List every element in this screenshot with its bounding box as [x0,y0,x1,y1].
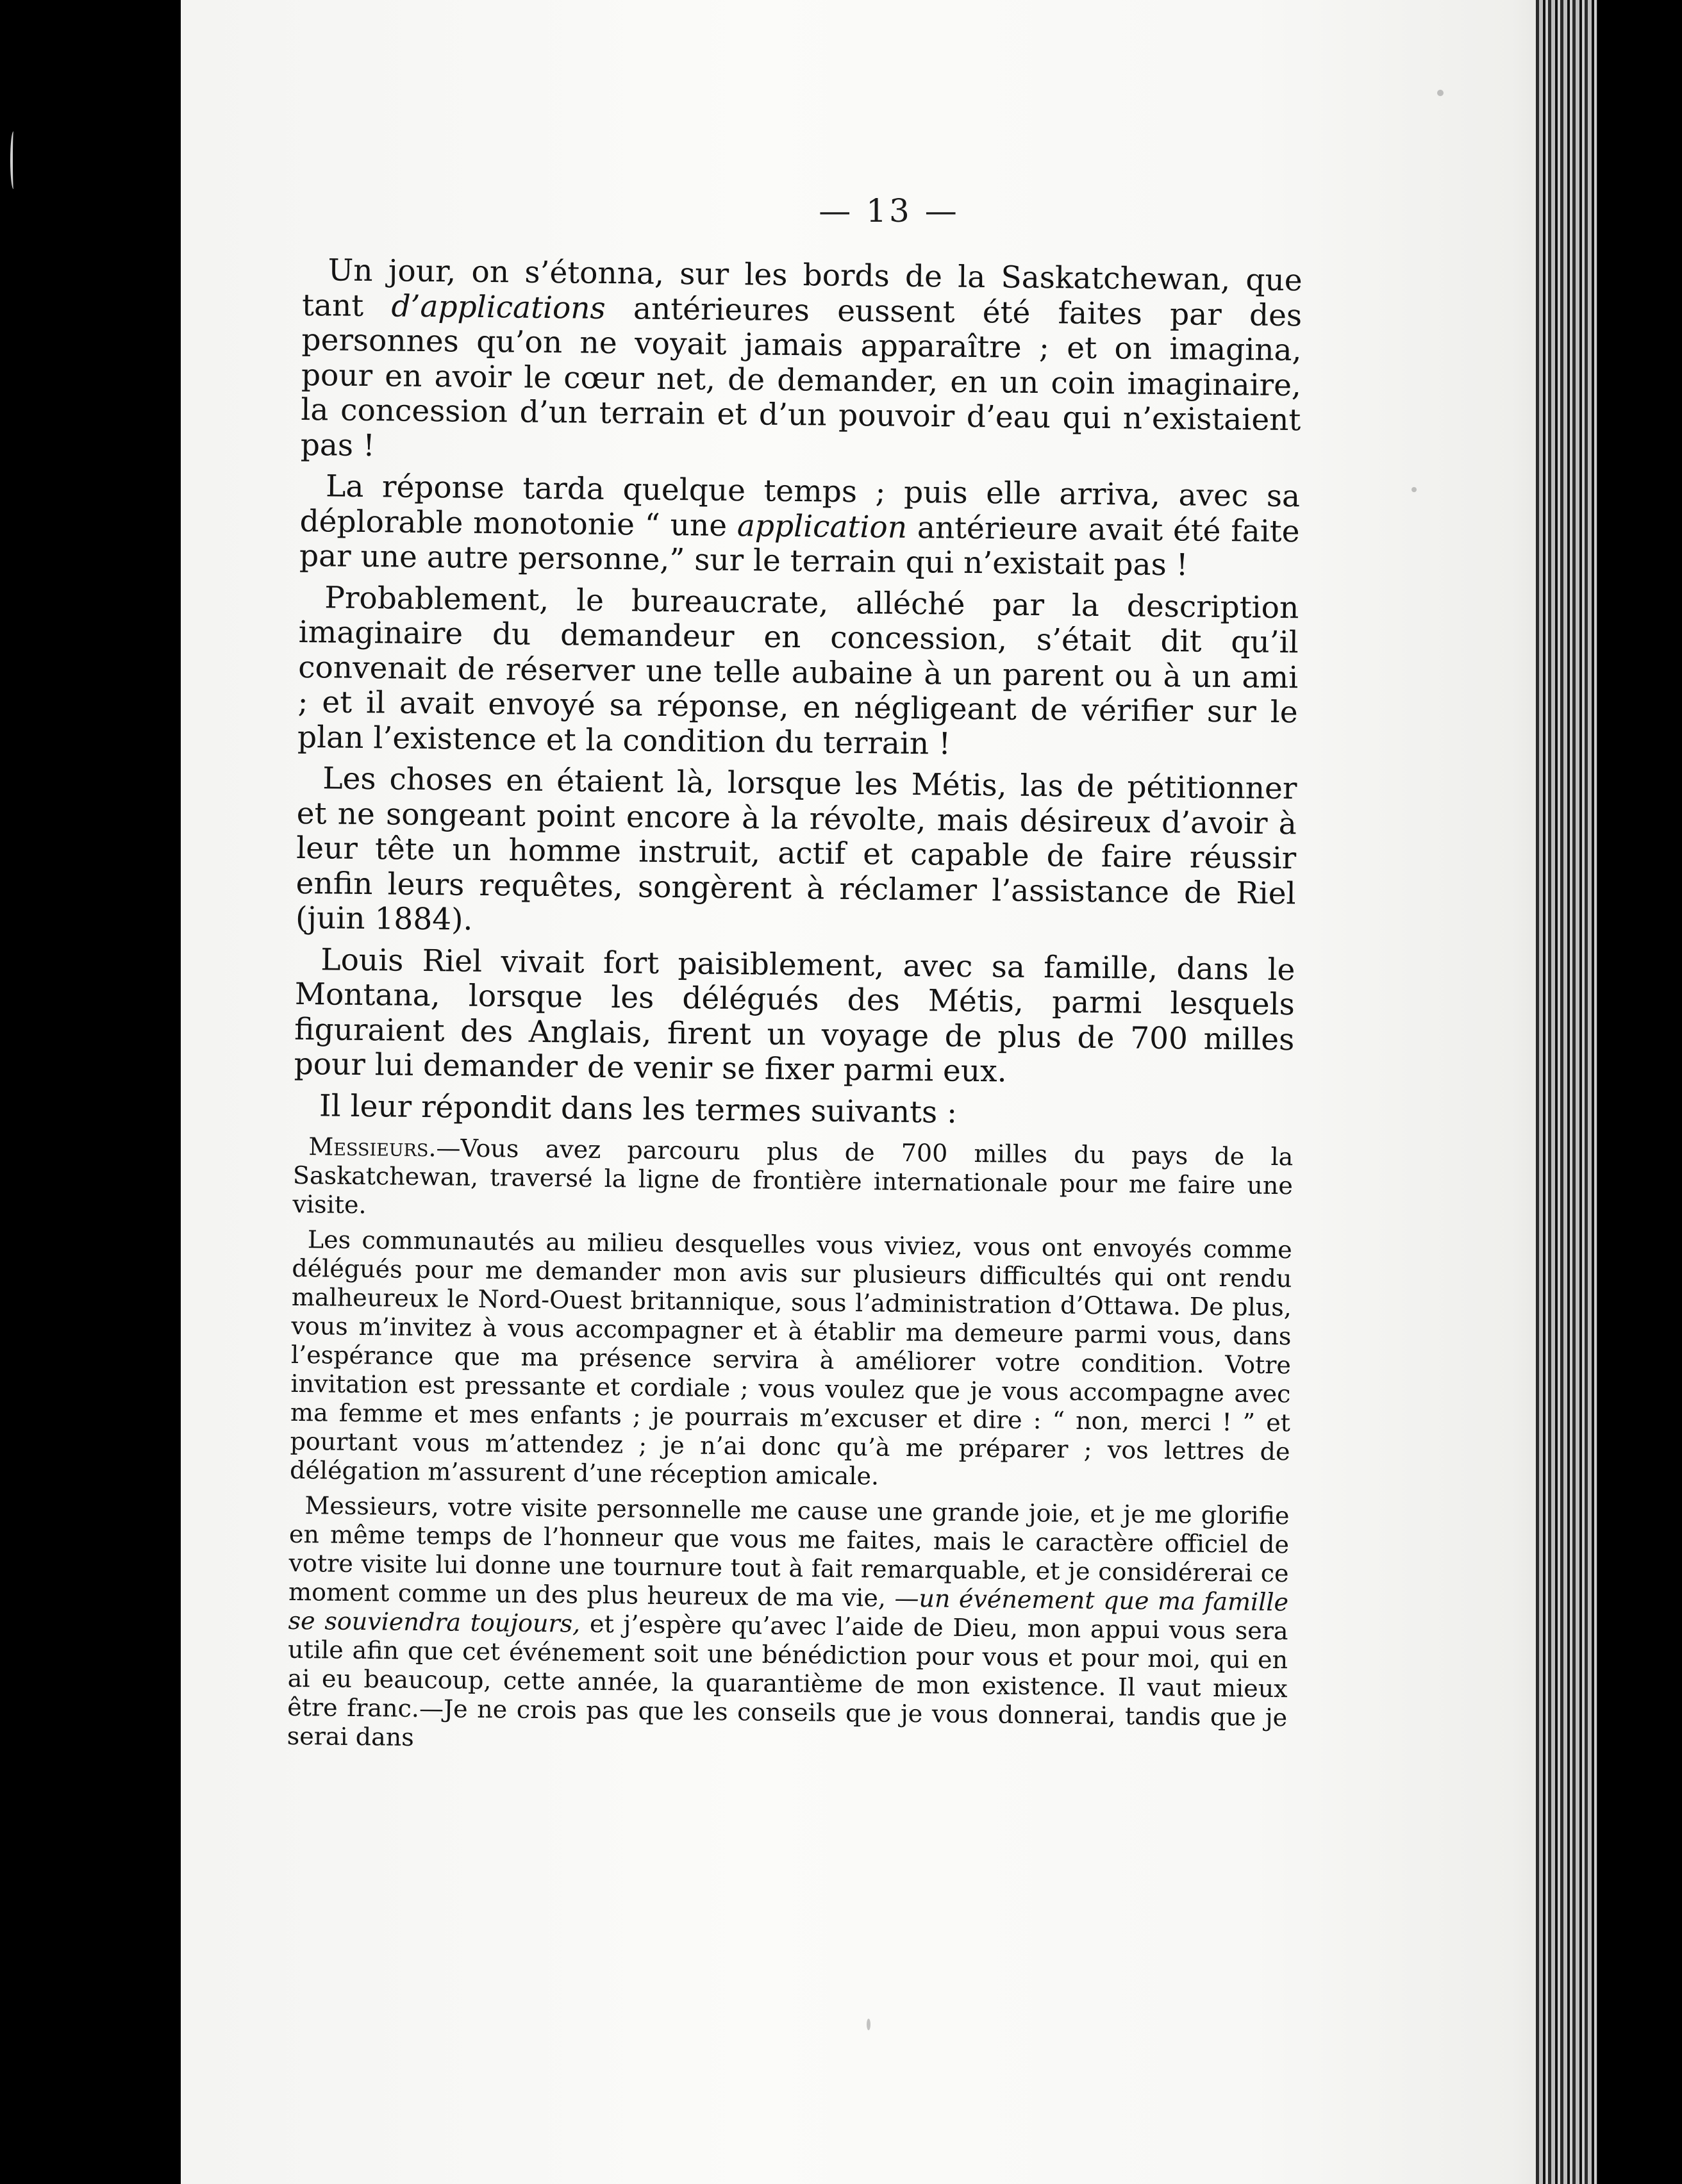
text-run: et j’espère qu’avec l’aide de Dieu, mon appui vous sera utile afin que cet événement soit une bénédiction pour vous et pour moi, qui en ai eu beaucoup, cette année, la quarantième de mon existence. Il vaut mieux être franc.—Je ne crois pas que les conseils que je vous donnerai, tandis que je serai dans [287,1609,1288,1751]
speck [867,2019,870,2030]
text-run: La réponse tarda quelque temps ; puis elle arriva, avec sa déplorable monotonie “ une [299,468,1301,543]
paragraph [301,253,1303,473]
paragraph: Probablement, le bureaucrate, alléché par la description imaginaire du demandeur en concession, s’était dit qu’il convenait de réserver une telle aubaine à un parent ou à un ami ; et il avait envoyé sa réponse, en négligeant de vérifier sur le plan l’existence et la condition du terrain ! [297,579,1299,762]
text-run: antérieures eussent été faites par des personnes qu’on ne voyait jamais apparaître ; et on imagina, pour en avoir le cœur net, de demander, en un coin imaginaire, la concession d’un terrain et d’un pouvoir d’eau qui n’existaient pas ! [300,290,1303,463]
paragraph: Les choses en étaient là, lorsque les Métis, las de pétitionner et ne songeant point encore à la révolte, mais désireux d’avoir à leur tête un homme instruit, actif et capable de faire réussir enfin leurs requêtes, songèrent à réclamer l’assistance de Riel (juin 1884). [295,761,1297,938]
page-edges [1536,0,1597,2184]
margin-mark [10,131,17,189]
quoted-letter-paragraph [292,1132,1293,1229]
speck [1411,487,1417,492]
italic-text: —un événement que ma famille se souviendra toujours, [288,1584,1289,1638]
speck [1437,90,1444,96]
page-number: — 13 — [819,192,960,229]
text-run: Un jour, on s’étonna, sur les bords de la Saskatchewan, que tant [301,252,1303,324]
quoted-letter-paragraph [287,1491,1290,1761]
paragraph: Il leur répondit dans les termes suivants : [319,1088,958,1130]
paragraph: Louis Riel vivait fort paisiblement, avec sa famille, dans le Montana, lorsque les délégués des Métis, parmi lesquels figuraient des Anglais, firent un voyage de plus de 700 milles pour lui demander de venir se fixer parmi eux. [294,941,1295,1089]
quoted-letter-paragraph: Les communautés au milieu desquelles vous viviez, vous ont envoyés comme délégués pour me demander mon avis sur plusieurs difficultés qui ont rendu malheureux le Nord-Ouest britannique, sous l’administration d’Ottawa. De plus, vous m’invitez à vous accompagner et à établir ma demeure parmi vous, dans l’espérance que ma présence servira à améliorer votre condition. Votre invitation est pressante et cordiale ; vous voulez que je vous accompagne avec ma femme et mes enfants ; je pourrais m’excuser et dire : “ non, merci ! ” et pourtant vous m’attendez ; je n’ai donc qu’à me préparer ; vos lettres de délégation m’assurent d’une réception amicale. [289,1225,1293,1491]
italic-text: d’applications [391,288,606,326]
text-run: Messieurs, votre visite personnelle me cause une grande joie, et je me glorifie en même temps de l’honneur que vous me faites, mais le caractère officiel de votre visite lui donne une tournure tout à fait remarquable, et je considérerai ce moment comme un des plus heureux de ma vie, [288,1491,1290,1612]
letter-salutation: Messieurs. [308,1132,437,1162]
italic-text: application [737,508,908,545]
text-run: —Vous avez parcouru plus de 700 milles du pays de la Saskatchewan, traversé la ligne de frontière internationale pour me faire une visite. [292,1134,1294,1220]
main-text [287,253,1302,1767]
paragraph [299,469,1301,584]
book-page [181,0,1597,2184]
text-run: antérieure avait été faite par une autre personne,” sur le terrain qui n’existait pas ! [299,509,1300,583]
